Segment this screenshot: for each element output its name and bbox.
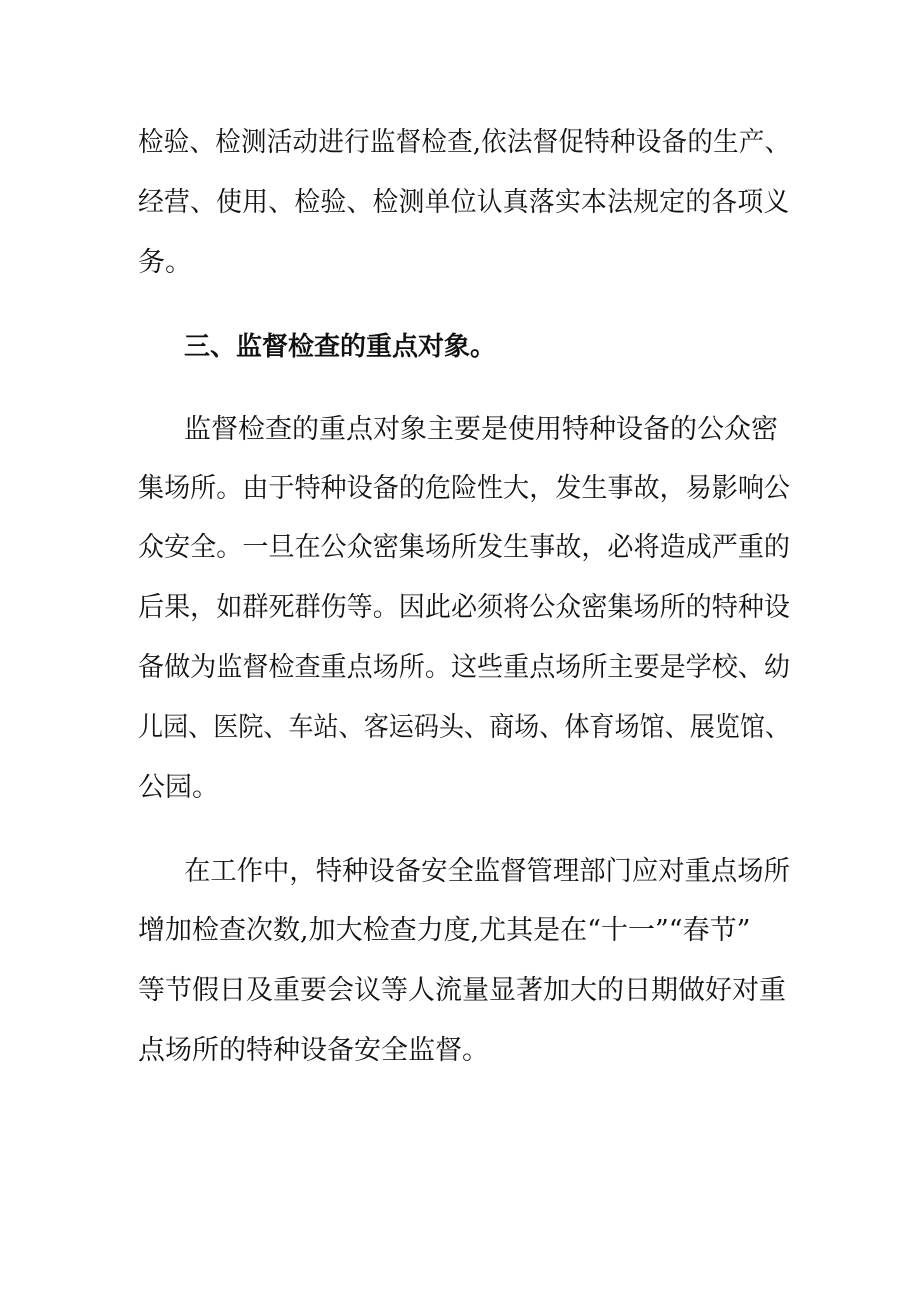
paragraph-2-line-4: 后果，如群死群伤等。因此必须将公众密集场所的特种设 [138, 592, 790, 623]
paragraph-3-line-2: 增加检查次数,加大检查力度,尤其是在“十一”“春节” [138, 915, 751, 946]
paragraph-3-line-1: 在工作中，特种设备安全监督管理部门应对重点场所 [184, 856, 790, 887]
section-heading: 三、监督检查的重点对象。 [184, 332, 497, 362]
paragraph-2-line-7: 公园。 [138, 772, 219, 803]
paragraph-1-line-1: 检验、检测活动进行监督检查,依法督促特种设备的生产、 [138, 127, 791, 158]
paragraph-2-line-2: 集场所。由于特种设备的危险性大，发生事故，易影响公 [138, 473, 790, 504]
paragraph-2-line-5: 备做为监督检查重点场所。这些重点场所主要是学校、幼 [138, 652, 790, 683]
paragraph-2-line-6: 儿园、医院、车站、客运码头、商场、体育场馆、展览馆、 [138, 712, 791, 743]
paragraph-2-line-3: 众安全。一旦在公众密集场所发生事故，必将造成严重的 [138, 532, 790, 563]
paragraph-3-line-4: 点场所的特种设备安全监督。 [138, 1035, 489, 1066]
paragraph-2-line-1: 监督检查的重点对象主要是使用特种设备的公众密 [184, 414, 778, 445]
paragraph-3-line-3: 等节假日及重要会议等人流量显著加大的日期做好对重 [138, 975, 786, 1006]
paragraph-1-line-3: 务。 [138, 247, 192, 278]
paragraph-1-line-2: 经营、使用、检验、检测单位认真落实本法规定的各项义 [138, 187, 790, 218]
